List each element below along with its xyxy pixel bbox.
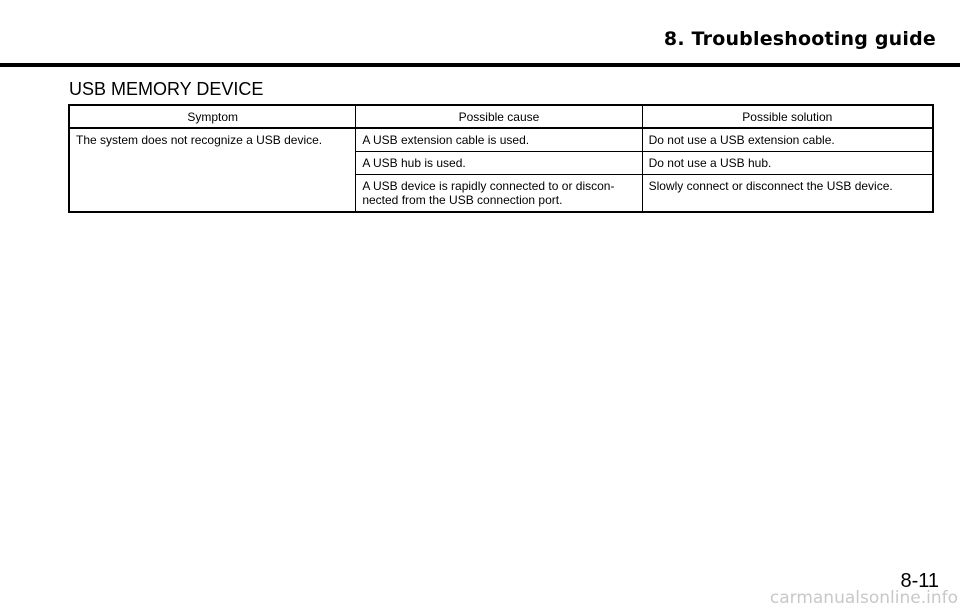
cause-cell — [356, 175, 642, 213]
table-row — [69, 175, 933, 213]
cause-cell — [356, 152, 642, 175]
header-rule — [0, 63, 960, 67]
solution-cell — [642, 152, 933, 175]
section-title: USB MEMORY DEVICE — [69, 79, 264, 99]
column-header-possible-solution: Possible solution — [642, 105, 933, 128]
cell-text: nected from the USB connection port. — [362, 193, 563, 207]
cell-text: A USB hub is used. — [362, 156, 466, 170]
cause-cell — [356, 128, 642, 152]
page-number: 8-11 — [900, 570, 939, 592]
symptom-cell — [69, 128, 356, 152]
column-header-possible-cause: Possible cause — [356, 105, 642, 128]
symptom-cell — [69, 175, 356, 213]
table-header-row — [69, 105, 933, 128]
cell-text: Do not use a USB hub. — [648, 156, 772, 170]
solution-cell — [642, 175, 933, 213]
chapter-title: 8. Troubleshooting guide — [663, 28, 936, 50]
cell-text: Slowly connect or disconnect the USB device. — [648, 179, 893, 193]
column-header-symptom: Symptom — [69, 105, 356, 128]
solution-cell — [642, 128, 933, 152]
cell-text: Do not use a USB extension cable. — [648, 133, 835, 147]
symptom-cell — [69, 152, 356, 175]
cell-text: The system does not recognize a USB device. — [76, 133, 323, 147]
table-row — [69, 128, 933, 152]
cell-text: A USB extension cable is used. — [362, 133, 530, 147]
troubleshooting-table — [68, 104, 934, 213]
cell-text: A USB device is rapidly connected to or discon- — [362, 179, 615, 193]
table-row — [69, 152, 933, 175]
watermark: carmanualsonline.info — [769, 588, 958, 608]
